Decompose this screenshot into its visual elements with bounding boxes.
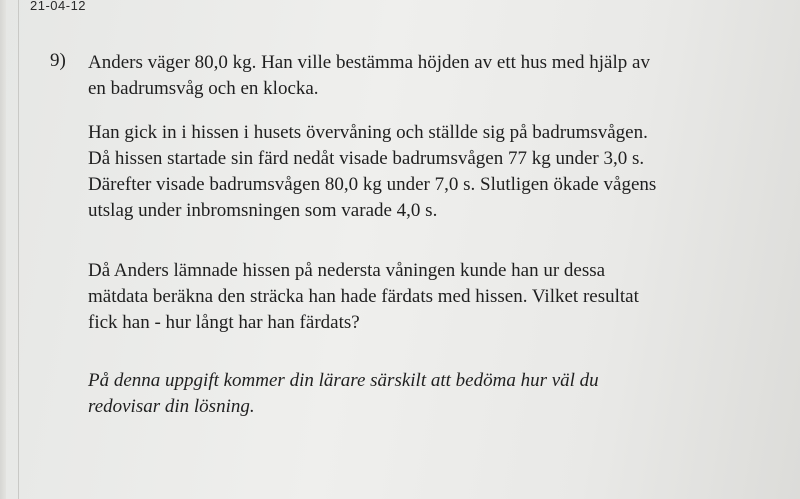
- paragraph-intro: [88, 50, 650, 102]
- text-line: Han gick in i hissen i husets övervåning och ställde sig på badrumsvågen.: [88, 122, 648, 143]
- paragraph-question: [88, 258, 639, 336]
- text-line: Då hissen startade sin färd nedåt visade badrumsvågen 77 kg under 3,0 s.: [88, 148, 645, 169]
- text-line: På denna uppgift kommer din lärare särskilt att bedöma hur väl du: [88, 370, 599, 391]
- text-line: Då Anders lämnade hissen på nedersta våningen kunde han ur dessa: [88, 260, 606, 281]
- text-line: utslag under inbromsningen som varade 4,0 s.: [88, 200, 438, 221]
- paragraph-elevator: [88, 120, 656, 224]
- paragraph-assessment-note: [88, 368, 599, 420]
- page-date: 21-04-12: [30, 0, 87, 13]
- page-shadow: [0, 0, 6, 499]
- text-line: en badrumsvåg och en klocka.: [88, 78, 319, 99]
- text-line: mätdata beräkna den sträcka han hade färdats med hissen. Vilket resultat: [88, 286, 639, 307]
- text-line: fick han - hur långt har han färdats?: [88, 312, 360, 333]
- text-line: Anders väger 80,0 kg. Han ville bestämma höjden av ett hus med hjälp av: [88, 52, 650, 73]
- question-number: 9): [50, 50, 66, 71]
- text-line: Därefter visade badrumsvågen 80,0 kg under 7,0 s. Slutligen ökade vågens: [88, 174, 657, 195]
- page-edge-line: [18, 0, 19, 499]
- text-line: redovisar din lösning.: [88, 396, 255, 417]
